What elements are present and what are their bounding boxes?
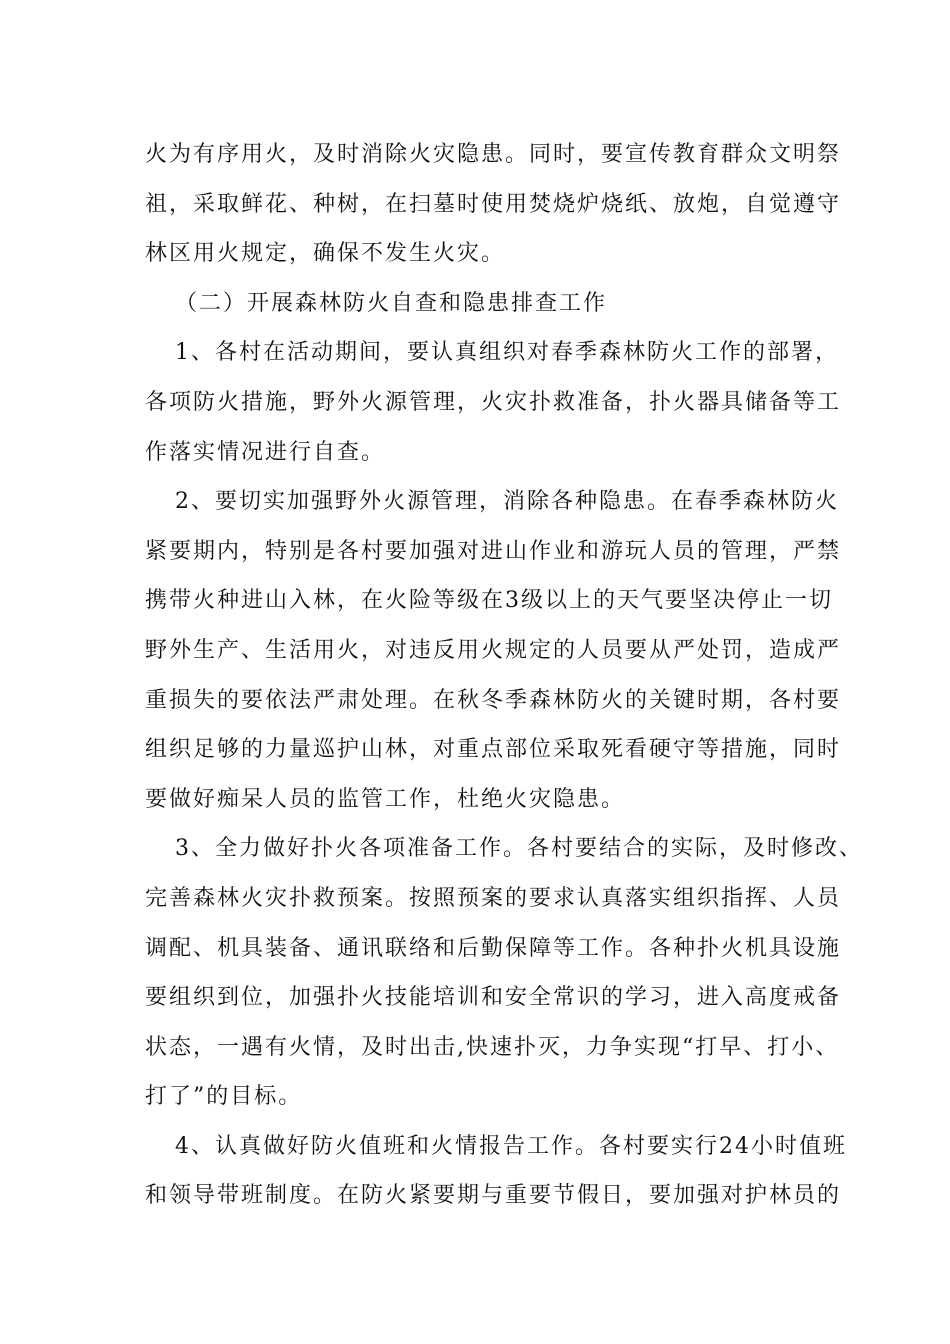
text-line: 林区用火规定，确保不发生火灾。 — [145, 241, 506, 267]
text-line: 作落实情况进行自查。 — [145, 439, 386, 465]
text-line: 野外生产、生活用火，对违反用火规定的人员要从严处罚，造成严 — [145, 637, 842, 663]
text-line: 携带火种进山入林，在火险等级在3级以上的天气要坚决停止一切 — [145, 588, 833, 614]
text-line: 打了”的目标。 — [145, 1084, 303, 1110]
text-line: 要组织到位，加强扑火技能培训和安全常识的学习，进入高度戒备 — [145, 985, 842, 1011]
text-line: 组织足够的力量巡护山林，对重点部位采取死看硬守等措施，同时 — [145, 737, 842, 763]
text-line: 2、要切实加强野外火源管理，消除各种隐患。在春季森林防火 — [175, 489, 839, 515]
text-line: 1、各村在活动期间，要认真组织对春季森林防火工作的部署， — [175, 340, 839, 366]
text-line: 各项防火措施，野外火源管理，火灾扑救准备，扑火器具储备等工 — [145, 389, 842, 415]
text-line: 火为有序用火，及时消除火灾隐患。同时，要宣传教育群众文明祭 — [145, 142, 842, 167]
text-line: 祖，采取鲜花、种树，在扫墓时使用焚烧炉烧纸、放炮，自觉遵守 — [145, 191, 842, 217]
text-line: 4、认真做好防火值班和火情报告工作。各村要实行24小时值班 — [175, 1133, 847, 1159]
text-line: 重损失的要依法严肃处理。在秋冬季森林防火的关键时期，各村要 — [145, 687, 842, 713]
text-line: 紧要期内，特别是各村要加强对进山作业和游玩人员的管理，严禁 — [145, 538, 842, 564]
text-line: 3、全力做好扑火各项准备工作。各村要结合的实际，及时修改、 — [175, 836, 863, 862]
text-line: 要做好痴呆人员的监管工作，杜绝火灾隐患。 — [145, 786, 626, 812]
text-line: 状态，一遇有火情，及时出击,快速扑灭，力争实现“打早、打小、 — [145, 1034, 840, 1060]
text-line: 和领导带班制度。在防火紧要期与重要节假日，要加强对护林员的 — [145, 1183, 842, 1209]
text-line: 完善森林火灾扑救预案。按照预案的要求认真落实组织指挥、人员 — [145, 885, 842, 911]
text-line: （二）开展森林防火自查和隐患排查工作 — [175, 290, 608, 316]
text-line: 调配、机具装备、通讯联络和后勤保障等工作。各种扑火机具设施 — [145, 935, 842, 961]
document-body — [145, 130, 863, 1221]
